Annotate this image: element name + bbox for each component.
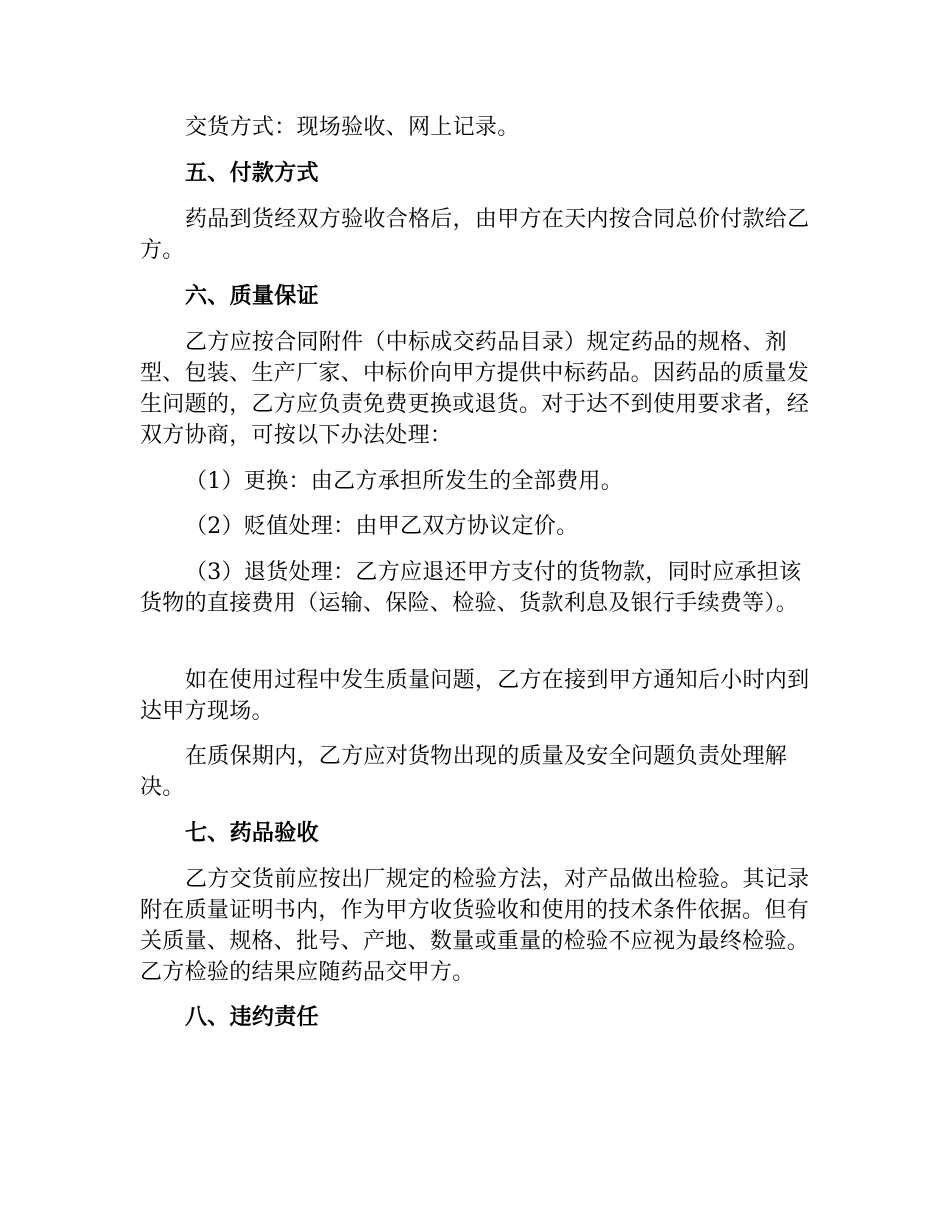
quality-paragraph: 乙方应按合同附件（中标成交药品目录）规定药品的规格、剂型、包装、生产厂家、中标价向甲方提供中标药品。因药品的质量发生问题的，乙方应负责免费更换或退货。对于达不到使用要求者，经双方协商，可按以下办法处理： [140,330,810,448]
payment-paragraph: 药品到货经双方验收合格后，由甲方在天内按合同总价付款给乙方。 [140,207,810,263]
quality-item-return: （3）退货处理：乙方应退还甲方支付的货物款，同时应承担该货物的直接费用（运输、保险、检验、货款利息及银行手续费等）。 [140,560,802,616]
inspection-paragraph: 乙方交货前应按出厂规定的检验方法，对产品做出检验。其记录附在质量证明书内，作为甲方收货验收和使用的技术条件依据。但有关质量、规格、批号、产地、数量或重量的检验不应视为最终检验。乙方检验的结果应随药品交甲方。 [140,867,810,985]
section-heading-payment: 五、付款方式 [185,161,319,186]
quality-item-depreciate: （2）贬值处理：由甲乙双方协议定价。 [185,514,579,539]
onsite-paragraph: 如在使用过程中发生质量问题，乙方在接到甲方通知后小时内到达甲方现场。 [140,668,810,724]
delivery-method-line: 交货方式：现场验收、网上记录。 [185,115,520,140]
section-heading-inspection: 七、药品验收 [185,821,319,846]
section-heading-liability: 八、违约责任 [185,1005,319,1030]
warranty-paragraph: 在质保期内，乙方应对货物出现的质量及安全问题负责处理解决。 [140,744,788,800]
quality-item-replace: （1）更换：由乙方承担所发生的全部费用。 [185,469,623,494]
section-heading-quality: 六、质量保证 [185,284,319,309]
